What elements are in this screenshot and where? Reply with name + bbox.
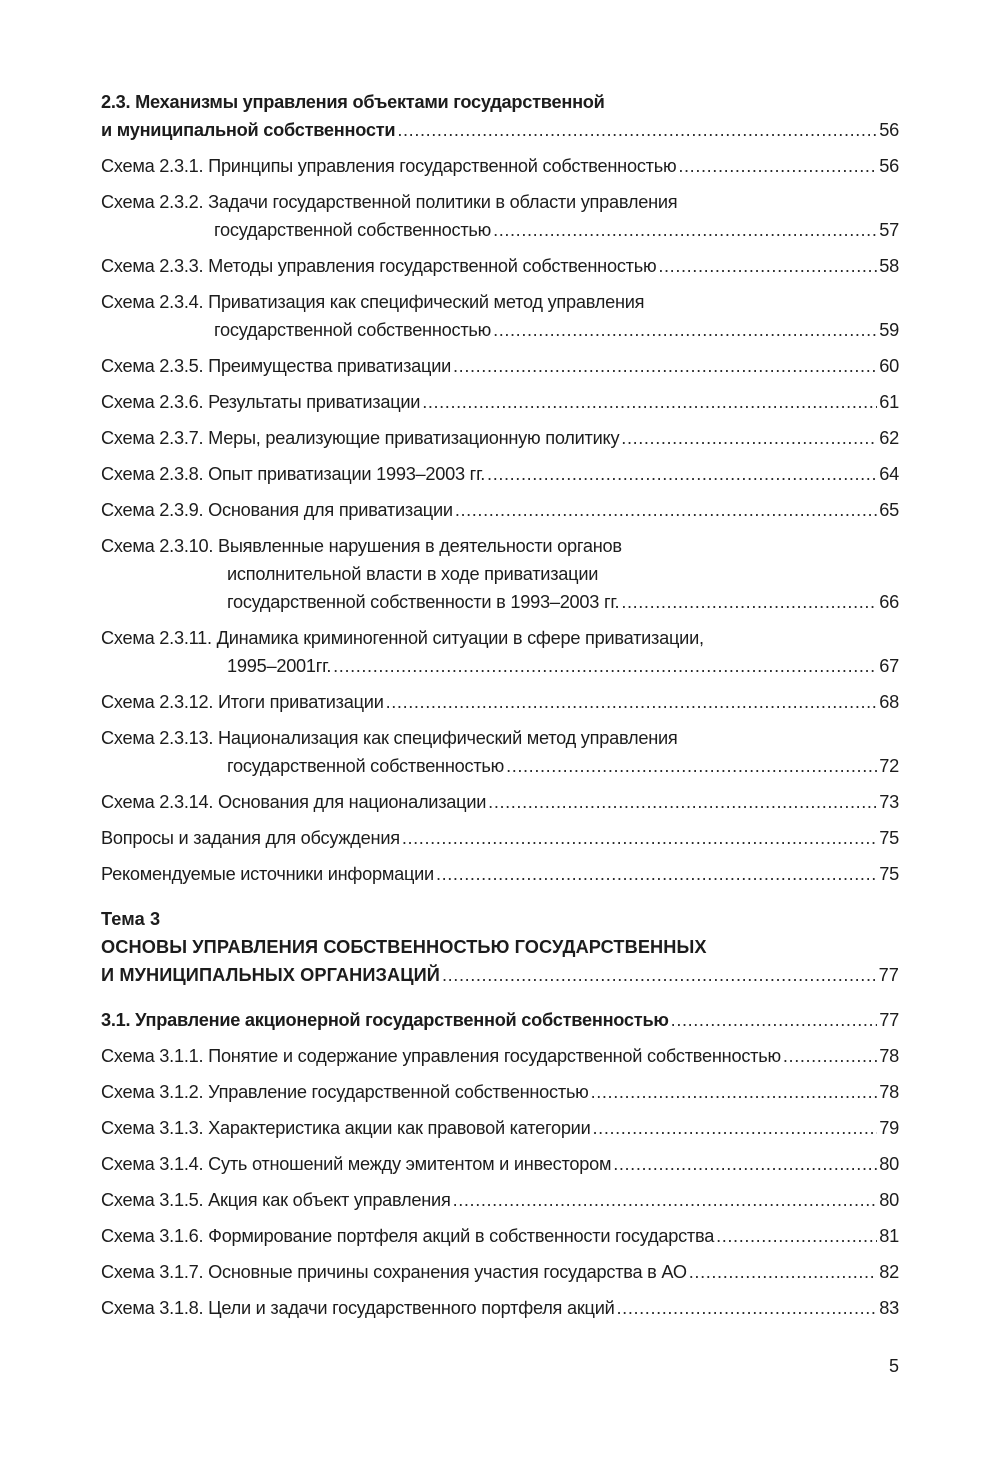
toc-scheme-3-1-1[interactable]	[101, 1042, 899, 1070]
dot-leader	[493, 316, 877, 344]
toc-entry-line: Схема 2.3.10. Выявленные нарушения в деятельности органов	[101, 536, 622, 556]
dot-leader	[333, 652, 877, 680]
toc-page-number: 67	[879, 656, 899, 676]
toc-entry-line: Рекомендуемые источники информации	[101, 864, 434, 884]
toc-page-number: 83	[879, 1298, 899, 1318]
toc-entry-line: Схема 2.3.6. Результаты приватизации	[101, 392, 421, 412]
toc-entry-line: ОСНОВЫ УПРАВЛЕНИЯ СОБСТВЕННОСТЬЮ ГОСУДАРСТВЕННЫХ	[101, 937, 707, 957]
toc-scheme-2-3-6[interactable]	[101, 388, 899, 416]
toc-page-number: 58	[879, 256, 899, 276]
toc-entry-line: Схема 3.1.1. Понятие и содержание управления государственной собственностью	[101, 1046, 781, 1066]
toc-page-number: 81	[879, 1226, 899, 1246]
toc-page-number: 77	[879, 1010, 899, 1030]
dot-leader	[493, 216, 877, 244]
toc-entry-line: Схема 3.1.6. Формирование портфеля акций в собственности государства	[101, 1226, 715, 1246]
toc-page-number: 78	[879, 1046, 899, 1066]
toc-page-number: 80	[879, 1190, 899, 1210]
toc-entry-line: Схема 2.3.11. Динамика криминогенной ситуации в сфере приватизации,	[101, 628, 704, 648]
toc-entry-line: Схема 2.3.4. Приватизация как специфический метод управления	[101, 292, 645, 312]
dot-leader	[658, 252, 877, 280]
toc-page-number: 59	[879, 320, 899, 340]
toc-scheme-2-3-9[interactable]	[101, 496, 899, 524]
dot-leader	[453, 352, 877, 380]
dot-leader	[783, 1042, 877, 1070]
toc-scheme-2-3-14[interactable]	[101, 788, 899, 816]
toc-entry-line: 2.3. Механизмы управления объектами государственной	[101, 92, 605, 112]
toc-page-number: 60	[879, 356, 899, 376]
dot-leader	[621, 424, 877, 452]
toc-page-number: 56	[879, 156, 899, 176]
toc-page-number: 57	[879, 220, 899, 240]
toc-entry-line: Схема 2.3.7. Меры, реализующие приватизационную политику	[101, 428, 620, 448]
toc-entry-line: Схема 2.3.12. Итоги приватизации	[101, 692, 384, 712]
dot-leader	[613, 1150, 877, 1178]
toc-entry-line: исполнительной власти в ходе приватизации	[227, 564, 599, 584]
toc-entry-line: и муниципальной собственности	[101, 120, 396, 140]
toc-entry-line: Вопросы и задания для обсуждения	[101, 828, 400, 848]
toc-scheme-2-3-4[interactable]	[101, 288, 899, 344]
toc-entry-line: государственной собственностью	[214, 220, 492, 240]
toc-entry-line: Схема 3.1.8. Цели и задачи государственного портфеля акций	[101, 1298, 615, 1318]
toc-sources[interactable]	[101, 860, 899, 888]
toc-entry-line: Схема 2.3.3. Методы управления государственной собственностью	[101, 256, 657, 276]
dot-leader	[488, 788, 877, 816]
dot-leader	[689, 1258, 877, 1286]
toc-page-number: 73	[879, 792, 899, 812]
toc-section-2-3[interactable]	[101, 88, 899, 144]
toc-scheme-3-1-3[interactable]	[101, 1114, 899, 1142]
dot-leader	[593, 1114, 878, 1142]
dot-leader	[506, 752, 877, 780]
toc-scheme-2-3-12[interactable]	[101, 688, 899, 716]
toc-page-number: 78	[879, 1082, 899, 1102]
toc-entry-line: 3.1. Управление акционерной государственной собственностью	[101, 1010, 669, 1030]
dot-leader	[386, 688, 878, 716]
dot-leader	[455, 496, 877, 524]
dot-leader	[671, 1006, 878, 1034]
toc-questions[interactable]	[101, 824, 899, 852]
dot-leader	[397, 116, 877, 144]
dot-leader	[678, 152, 877, 180]
toc-entry-line: Схема 2.3.5. Преимущества приватизации	[101, 356, 452, 376]
toc-entry-line: Схема 2.3.2. Задачи государственной политики в области управления	[101, 192, 678, 212]
toc-scheme-3-1-5[interactable]	[101, 1186, 899, 1214]
toc-scheme-3-1-7[interactable]	[101, 1258, 899, 1286]
toc-page-number: 65	[879, 500, 899, 520]
toc-page-number: 75	[879, 864, 899, 884]
toc-entry-line: Схема 3.1.7. Основные причины сохранения участия государства в АО	[101, 1262, 687, 1282]
toc-entry-line: Схема 2.3.9. Основания для приватизации	[101, 500, 453, 520]
toc-entry-line: государственной собственностью	[214, 320, 492, 340]
toc-entry-line: государственной собственности в 1993–2003 гг.	[227, 592, 620, 612]
toc-page-number: 82	[879, 1262, 899, 1282]
toc-page-number: 80	[879, 1154, 899, 1174]
toc-entry-line: Схема 2.3.13. Национализация как специфический метод управления	[101, 728, 678, 748]
toc-entry-line: Схема 2.3.8. Опыт приватизации 1993–2003 гг.	[101, 464, 486, 484]
toc-page-number: 75	[879, 828, 899, 848]
toc-page-number: 56	[879, 120, 899, 140]
table-of-contents	[101, 88, 899, 1330]
dot-leader	[436, 860, 877, 888]
toc-page-number: 62	[879, 428, 899, 448]
toc-entry-line: Схема 3.1.4. Суть отношений между эмитентом и инвестором	[101, 1154, 612, 1174]
toc-scheme-2-3-2[interactable]	[101, 188, 899, 244]
dot-leader	[591, 1078, 878, 1106]
dot-leader	[422, 388, 877, 416]
toc-scheme-2-3-5[interactable]	[101, 352, 899, 380]
dot-leader	[621, 588, 877, 616]
toc-scheme-3-1-6[interactable]	[101, 1222, 899, 1250]
toc-entry-line: Тема 3	[101, 909, 161, 929]
toc-entry-line: государственной собственностью	[227, 756, 505, 776]
toc-entry-line: И МУНИЦИПАЛЬНЫХ ОРГАНИЗАЦИЙ	[101, 965, 440, 985]
toc-entry-line: Схема 3.1.2. Управление государственной собственностью	[101, 1082, 589, 1102]
dot-leader	[442, 961, 877, 989]
toc-scheme-2-3-11[interactable]	[101, 624, 899, 680]
toc-entry-line: Схема 3.1.5. Акция как объект управления	[101, 1190, 451, 1210]
toc-page-number: 64	[879, 464, 899, 484]
toc-entry-line: Схема 2.3.1. Принципы управления государственной собственностью	[101, 156, 677, 176]
toc-entry-line: Схема 3.1.3. Характеристика акции как правовой категории	[101, 1118, 591, 1138]
dot-leader	[453, 1186, 878, 1214]
toc-scheme-2-3-10[interactable]	[101, 532, 899, 616]
toc-section-3-1[interactable]	[101, 1006, 899, 1034]
toc-scheme-3-1-2[interactable]	[101, 1078, 899, 1106]
toc-entry-line: Схема 2.3.14. Основания для национализации	[101, 792, 487, 812]
toc-scheme-3-1-8[interactable]	[101, 1294, 899, 1322]
toc-page-number: 68	[879, 692, 899, 712]
dot-leader	[716, 1222, 877, 1250]
toc-page-number: 61	[879, 392, 899, 412]
toc-page-number: 77	[878, 965, 899, 985]
page-number: 5	[888, 1356, 899, 1376]
toc-entry-line: 1995–2001гг.	[227, 656, 332, 676]
toc-scheme-2-3-13[interactable]	[101, 724, 899, 780]
toc-scheme-2-3-8[interactable]	[101, 460, 899, 488]
toc-scheme-2-3-1[interactable]	[101, 152, 899, 180]
dot-leader	[402, 824, 877, 852]
toc-scheme-2-3-3[interactable]	[101, 252, 899, 280]
toc-scheme-3-1-4[interactable]	[101, 1150, 899, 1178]
toc-topic-3[interactable]	[101, 905, 899, 989]
toc-page-number: 72	[879, 756, 899, 776]
toc-page-number: 66	[879, 592, 899, 612]
toc-page-number: 79	[879, 1118, 899, 1138]
dot-leader	[617, 1294, 878, 1322]
dot-leader	[487, 460, 877, 488]
toc-scheme-2-3-7[interactable]	[101, 424, 899, 452]
